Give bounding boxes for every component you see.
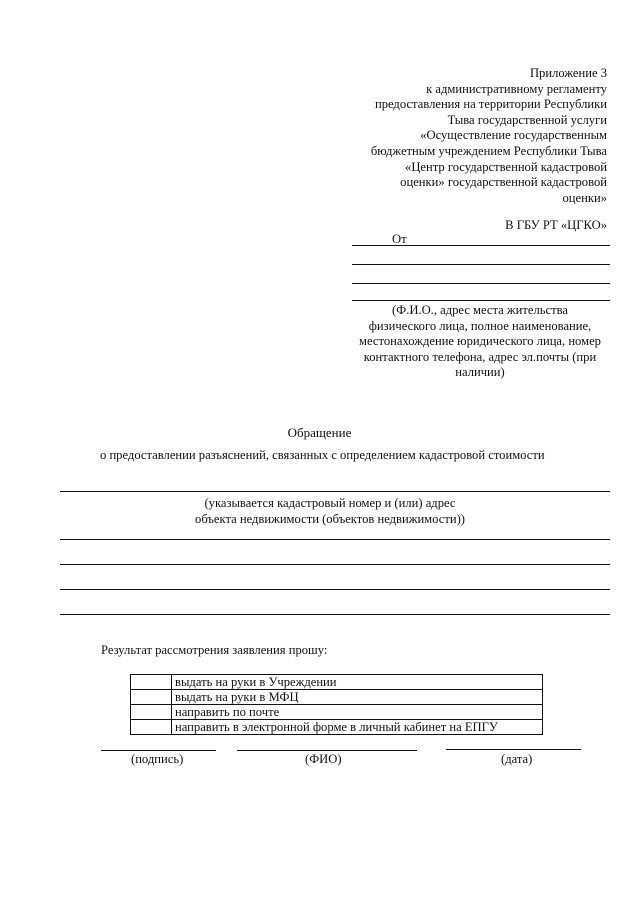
option-label: выдать на руки в Учреждении [172,675,543,690]
sender-line[interactable] [352,283,610,284]
addressee: В ГБУ РТ «ЦГКО» [505,218,607,232]
appendix-line: бюджетным учреждением Республики Тыва [370,143,607,158]
signature-label: (подпись) [131,752,184,766]
option-label: направить в электронной форме в личный кабинет на ЕПГУ [172,720,543,735]
option-label: выдать на руки в МФЦ [172,690,543,705]
sender-line[interactable] [352,264,610,265]
appendix-line: «Осуществление государственным [420,128,607,143]
name-line[interactable] [237,750,417,751]
name-label: (ФИО) [305,752,342,766]
appendix-line: Тыва государственной услуги [447,112,607,127]
object-line[interactable] [60,491,610,492]
sender-note-line: (Ф.И.О., адрес места жительства [392,303,568,317]
object-line[interactable] [60,614,610,615]
object-line[interactable] [60,564,610,565]
option-row [131,720,543,735]
date-label: (дата) [501,752,533,766]
sender-note-line: контактного телефона, адрес эл.почты (при [363,349,597,364]
appendix-line: оценки» государственной кадастровой [400,175,607,190]
appendix-line: Приложение 3 [529,66,607,80]
object-line[interactable] [60,589,610,590]
signature-line[interactable] [101,750,216,751]
option-row [131,705,543,720]
option-label: направить по почте [172,705,543,720]
object-note-line: (указывается кадастровый номер и (или) адрес [204,496,456,510]
option-checkbox[interactable] [131,690,172,705]
appendix-header [287,66,607,206]
sender-line[interactable] [352,300,610,301]
date-line[interactable] [446,749,581,750]
result-label: Результат рассмотрения заявления прошу: [101,643,328,657]
sender-note-line: местонахождение юридического лица, номер [359,334,601,349]
from-label: От [392,232,407,246]
appendix-line: оценки» [562,190,607,205]
appendix-line: «Центр государственной кадастровой [405,159,607,174]
sender-line[interactable] [352,245,610,246]
appendix-line: предоставления на территории Республики [374,97,607,112]
sender-note [346,303,614,381]
sender-note-line: наличии) [455,365,505,380]
option-row [131,675,543,690]
object-line[interactable] [60,539,610,540]
option-row [131,690,543,705]
appendix-line: к административному регламенту [426,81,607,96]
option-checkbox[interactable] [131,720,172,735]
sender-note-line: физического лица, полное наименование, [368,318,592,333]
document-title: Обращение [287,425,352,440]
option-checkbox[interactable] [131,705,172,720]
object-note [180,496,480,527]
option-checkbox[interactable] [131,675,172,690]
document-subtitle: о предоставлении разъяснений, связанных с определением кадастровой стоимости [100,448,545,462]
object-note-line: объекта недвижимости (объектов недвижимости)) [195,511,465,526]
options-table [130,674,543,735]
